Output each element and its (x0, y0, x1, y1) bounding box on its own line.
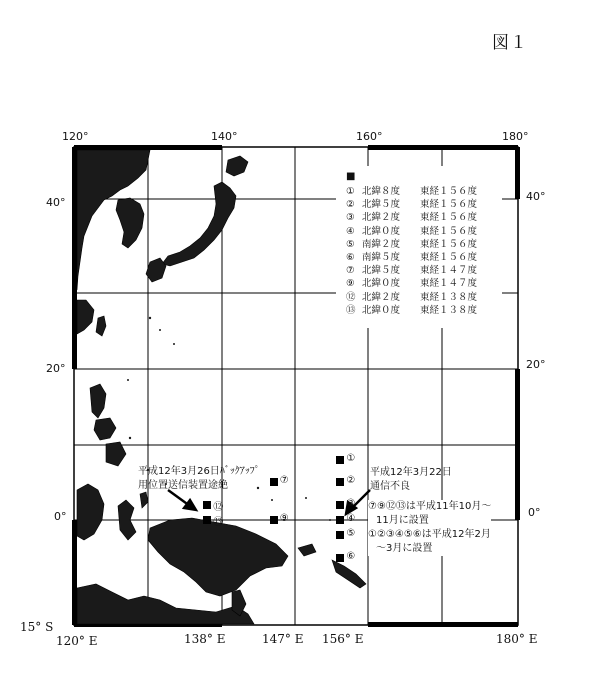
right-note-line1: 平成12年3月22日 (370, 467, 452, 478)
bottom-lon-label-147e: 147° E (262, 632, 304, 646)
legend-lon: 東経１５６度 (420, 252, 478, 263)
legend-lon: 東経１５６度 (420, 186, 478, 197)
legend-lon: 東経１３８度 (420, 304, 478, 316)
left-note-line2: 用位置送信装置途絶 (138, 480, 228, 491)
top-lon-label-180: 180° (502, 130, 529, 143)
legend-lon: 東経１４７度 (420, 265, 478, 277)
legend-row (346, 275, 477, 289)
station-label: ⑦ (279, 475, 289, 487)
legend-symbol: ⑦ (346, 265, 355, 277)
japan-honshu (162, 182, 236, 266)
legend-lat: 北緯８度 (362, 186, 401, 197)
legend-row (346, 302, 477, 316)
station-marker (336, 554, 344, 562)
left-lat-label-40: 40° (46, 196, 66, 209)
legend-lon: 東経１５６度 (420, 225, 478, 237)
legend-row (346, 249, 477, 263)
legend-lon: 東経１４７度 (420, 278, 478, 290)
station-marker (336, 456, 344, 464)
legend-row (346, 223, 477, 237)
install-note-line3: ①②③④⑤⑥は平成12年2月 (368, 529, 491, 540)
japan-hokkaido (226, 156, 248, 176)
legend-lon: 東経１３８度 (420, 291, 478, 303)
halmahera (140, 492, 148, 508)
legend-marker: ■ (346, 171, 356, 182)
legend-lon: 東経１５６度 (420, 238, 478, 250)
install-note-line4: ～3月に設置 (376, 543, 433, 554)
legend-row (346, 236, 477, 250)
corner-lat-label: 15° S (20, 620, 54, 634)
install-note-line2: 11月に設置 (376, 515, 429, 526)
legend-row (346, 196, 477, 210)
station-label: ① (346, 452, 356, 464)
figure-label: 図１ (492, 33, 528, 53)
left-note (138, 465, 260, 493)
bottom-lon-label-120e: 120° E (56, 634, 98, 648)
station-marker (270, 478, 278, 486)
station-marker (336, 501, 344, 509)
station-marker (203, 501, 211, 509)
station-marker (336, 516, 344, 524)
legend-symbol: ④ (346, 225, 355, 237)
legend-row (346, 262, 477, 276)
station-label: ⑫ (213, 501, 224, 513)
station-marker (203, 516, 211, 524)
legend-lat: 北緯５度 (362, 265, 401, 277)
left-lat-label-20: 20° (46, 362, 66, 375)
station-label: ⑬ (213, 517, 224, 528)
install-note-line1: ⑦⑨⑫⑬は平成11年10月～ (368, 501, 492, 512)
install-note (368, 500, 491, 556)
top-lon-label-140: 140° (211, 130, 238, 143)
legend-symbol: ⑤ (346, 238, 355, 250)
taiwan (96, 316, 106, 336)
legend-row (346, 209, 477, 223)
station-label: ⑨ (279, 513, 289, 524)
station-label: ⑥ (346, 550, 356, 562)
top-lon-label-120: 120° (62, 130, 89, 143)
legend-lat: 北緯５度 (362, 199, 401, 211)
legend-lat: 北緯２度 (362, 212, 401, 224)
japan-kyushu (146, 258, 166, 282)
legend-symbol: ③ (346, 212, 355, 224)
legend-row (346, 289, 477, 303)
station-label: ⑤ (346, 528, 356, 540)
bottom-lon-label-156e: 156° E (322, 632, 364, 646)
philippines-visayas (94, 418, 116, 440)
legend-symbol: ① (346, 186, 355, 197)
borneo (77, 484, 104, 540)
right-note-line2: 通信不良 (370, 481, 410, 492)
legend-lat: 北緯２度 (362, 291, 401, 303)
legend-lat: 南緯５度 (362, 252, 401, 263)
station-marker (336, 478, 344, 486)
philippines-luzon (90, 384, 106, 418)
legend-symbol: ⑬ (346, 304, 356, 316)
legend-lat: 北緯０度 (362, 304, 401, 316)
legend-lat: 北緯０度 (362, 278, 401, 290)
legend-row (346, 183, 477, 197)
solomon-islands (332, 560, 366, 588)
legend-symbol: ② (346, 199, 355, 211)
right-lat-label-40: 40° (526, 190, 546, 203)
bottom-lon-label-180e: 180° E (496, 632, 538, 646)
station-label: ③ (346, 497, 356, 509)
station-marker (336, 531, 344, 539)
new-guinea (148, 518, 288, 596)
new-britain (298, 544, 316, 556)
top-lon-label-160: 160° (356, 130, 383, 143)
legend-symbol: ⑫ (346, 291, 356, 303)
right-note (370, 466, 452, 494)
korea-peninsula (116, 198, 144, 248)
left-lat-label-0: 0° (54, 510, 67, 523)
right-lat-label-0: 0° (528, 506, 541, 519)
station-marker (270, 516, 278, 524)
legend-lon: 東経１５６度 (420, 212, 478, 224)
bottom-lon-label-138e: 138° E (184, 632, 226, 646)
legend-lat: 南緯２度 (362, 238, 401, 250)
legend-symbol: ⑥ (346, 252, 355, 263)
china-south-coast (77, 300, 94, 334)
legend-lon: 東経１５６度 (420, 199, 478, 211)
legend-lat: 北緯０度 (362, 225, 401, 237)
station-label: ④ (346, 513, 356, 524)
station-label: ② (346, 475, 356, 487)
left-note-line1: 平成12年3月26日ﾊﾞｯｸｱｯﾌﾟ (138, 466, 260, 477)
right-lat-label-20: 20° (526, 358, 546, 371)
philippines-mindanao (106, 442, 126, 466)
legend-symbol: ⑨ (346, 278, 355, 290)
